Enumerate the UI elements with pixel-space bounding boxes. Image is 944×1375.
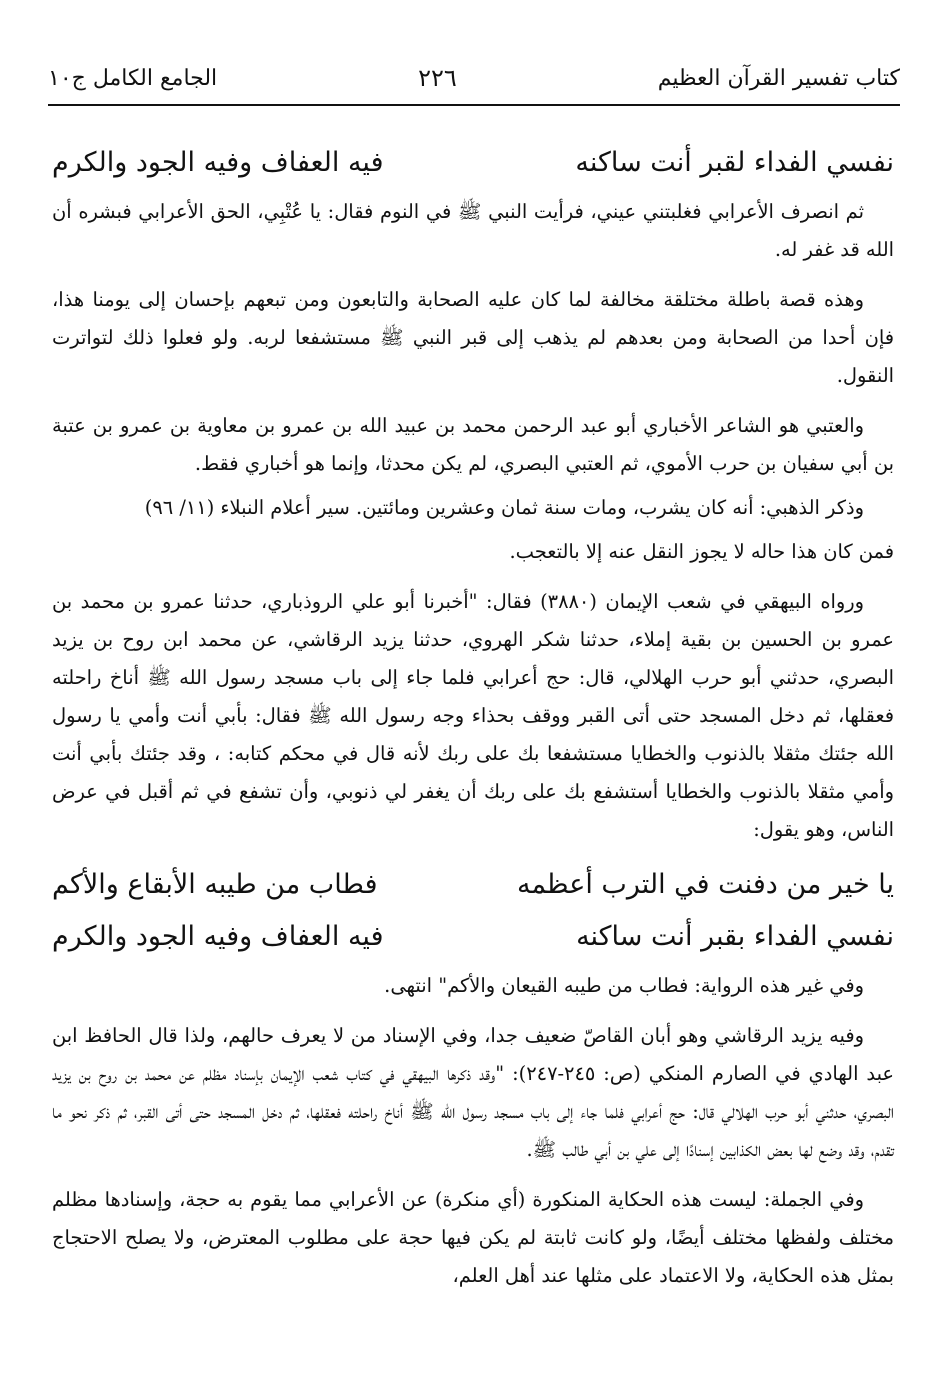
page-header (48, 58, 900, 98)
paragraph: ثم انصرف الأعرابي فغلبتني عيني، فرأيت النبي ﷺ في النوم فقال: يا عُتْبِي، الحق الأعرابي فبشره أن الله قد غفر له. (52, 200, 894, 261)
page-number: ٢٢٦ (418, 64, 457, 92)
paragraph: ورواه البيهقي في شعب الإيمان (٣٨٨٠) فقال: "أخبرنا أبو علي الروذباري، حدثنا عمرو بن محمد بن عمرو بن الحسين بن بقية إملاء، حدثنا شكر الهروي، حدثنا يزيد الرقاشي، عن محمد ابن روح بن يزيد البصري، حدثني أبو حرب الهلالي، قال: حج أعرابي فلما جاء إلى باب مسجد رسول الله ﷺ أناخ راحلته فعقلها، ثم دخل المسجد حتى أتى القبر ووقف بحذاء وجه رسول الله ﷺ فقال: بأبي أنت وأمي يا رسول الله جئتك مثقلا بالذنوب والخطايا مستشفعا بك على ربك لأنه قال في محكم كتابه: ، وقد جئتك بأبي أنت وأمي مثقلا بالذنوب والخطايا أستشفع بك على ربك أن يغفر لي ذنوبي، وأن تشفع في ثم أقبل في عرض الناس، وهو يقول: (52, 590, 894, 841)
paragraph: والعتبي هو الشاعر الأخباري أبو عبد الرحمن محمد بن عبيد الله بن عمرو بن معاوية بن عمرو بن عتبة بن أبي سفيان بن حرب الأموي، ثم العتبي البصري، لم يكن محدثا، وإنما هو أخباري فقط. (52, 414, 894, 475)
page-body (52, 135, 894, 1301)
poem-verse (52, 141, 894, 185)
poem-verse (52, 863, 894, 907)
verse-second-hemistich: فيه العفاف وفيه الجود والكرم (52, 921, 384, 952)
paragraph: فمن كان هذا حاله لا يجوز النقل عنه إلا بالتعجب. (509, 540, 894, 563)
paragraph: وفيه يزيد الرقاشي وهو أبان القاصّ ضعيف جدا، وفي الإسناد من لا يعرف حالهم، ولذا قال الحافظ ابن عبد الهادي في الصارم المنكي (ص: ٢٤٥-٢٤٧): "وقد ذكرها البيهقي في كتاب شعب الإيمان بإسناد مظلم عن محمد بن روح بن يزيد البصري، حدثني أبو حرب الهلالي قال: حج أعرابي فلما جاء إلى باب مسجد رسول الله ﷺ أناخ راحلته فعقلها، ثم دخل المسجد حتى أتى القبر، ثم ذكر نحو ما تقدم، وقد وضع لها بعض الكذابين إسنادًا إلى علي بن أبي طالب ﷺ. (52, 1024, 894, 1161)
verse-first-hemistich: يا خير من دفنت في الترب أعظمه (516, 869, 894, 900)
poem-verse (52, 915, 894, 959)
verse-first-hemistich: نفسي الفداء لقبر أنت ساكنه (575, 147, 894, 178)
paragraph: وفي الجملة: ليست هذه الحكاية المنكورة (أي منكرة) عن الأعرابي مما يقوم به حجة، وإسنادها مظلم مختلف ولفظها مختلف أيضًا، ولو كانت ثابتة لم يكن فيها حجة على مطلوب المعترض، ولا يصلح الاحتجاج بمثل هذه الحكاية، ولا الاعتماد على مثلها عند أهل العلم، (52, 1188, 894, 1287)
paragraph: وهذه قصة باطلة مختلقة مخالفة لما كان عليه الصحابة والتابعون ومن تبعهم بإحسان إلى يومنا هذا، فإن أحدا من الصحابة ومن بعدهم لم يذهب إلى قبر النبي ﷺ مستشفعا لربه. ولو فعلوا ذلك لتواترت النقول. (52, 288, 894, 387)
header-divider (48, 104, 900, 106)
verse-second-hemistich: فطاب من طيبه الأبقاع والأكم (52, 869, 378, 900)
verse-first-hemistich: نفسي الفداء بقبر أنت ساكنه (576, 921, 894, 952)
paragraph: وذكر الذهبي: أنه كان يشرب، ومات سنة ثمان وعشرين ومائتين. سير أعلام النبلاء (١١/ ٩٦) (144, 496, 864, 519)
verse-second-hemistich: فيه العفاف وفيه الجود والكرم (52, 147, 384, 178)
volume-title: الجامع الكامل ج١٠ (48, 65, 218, 91)
paragraph: وفي غير هذه الرواية: فطاب من طيبه القيعان والأكم" انتهى. (384, 974, 864, 997)
book-title: كتاب تفسير القرآن العظيم (657, 65, 900, 91)
